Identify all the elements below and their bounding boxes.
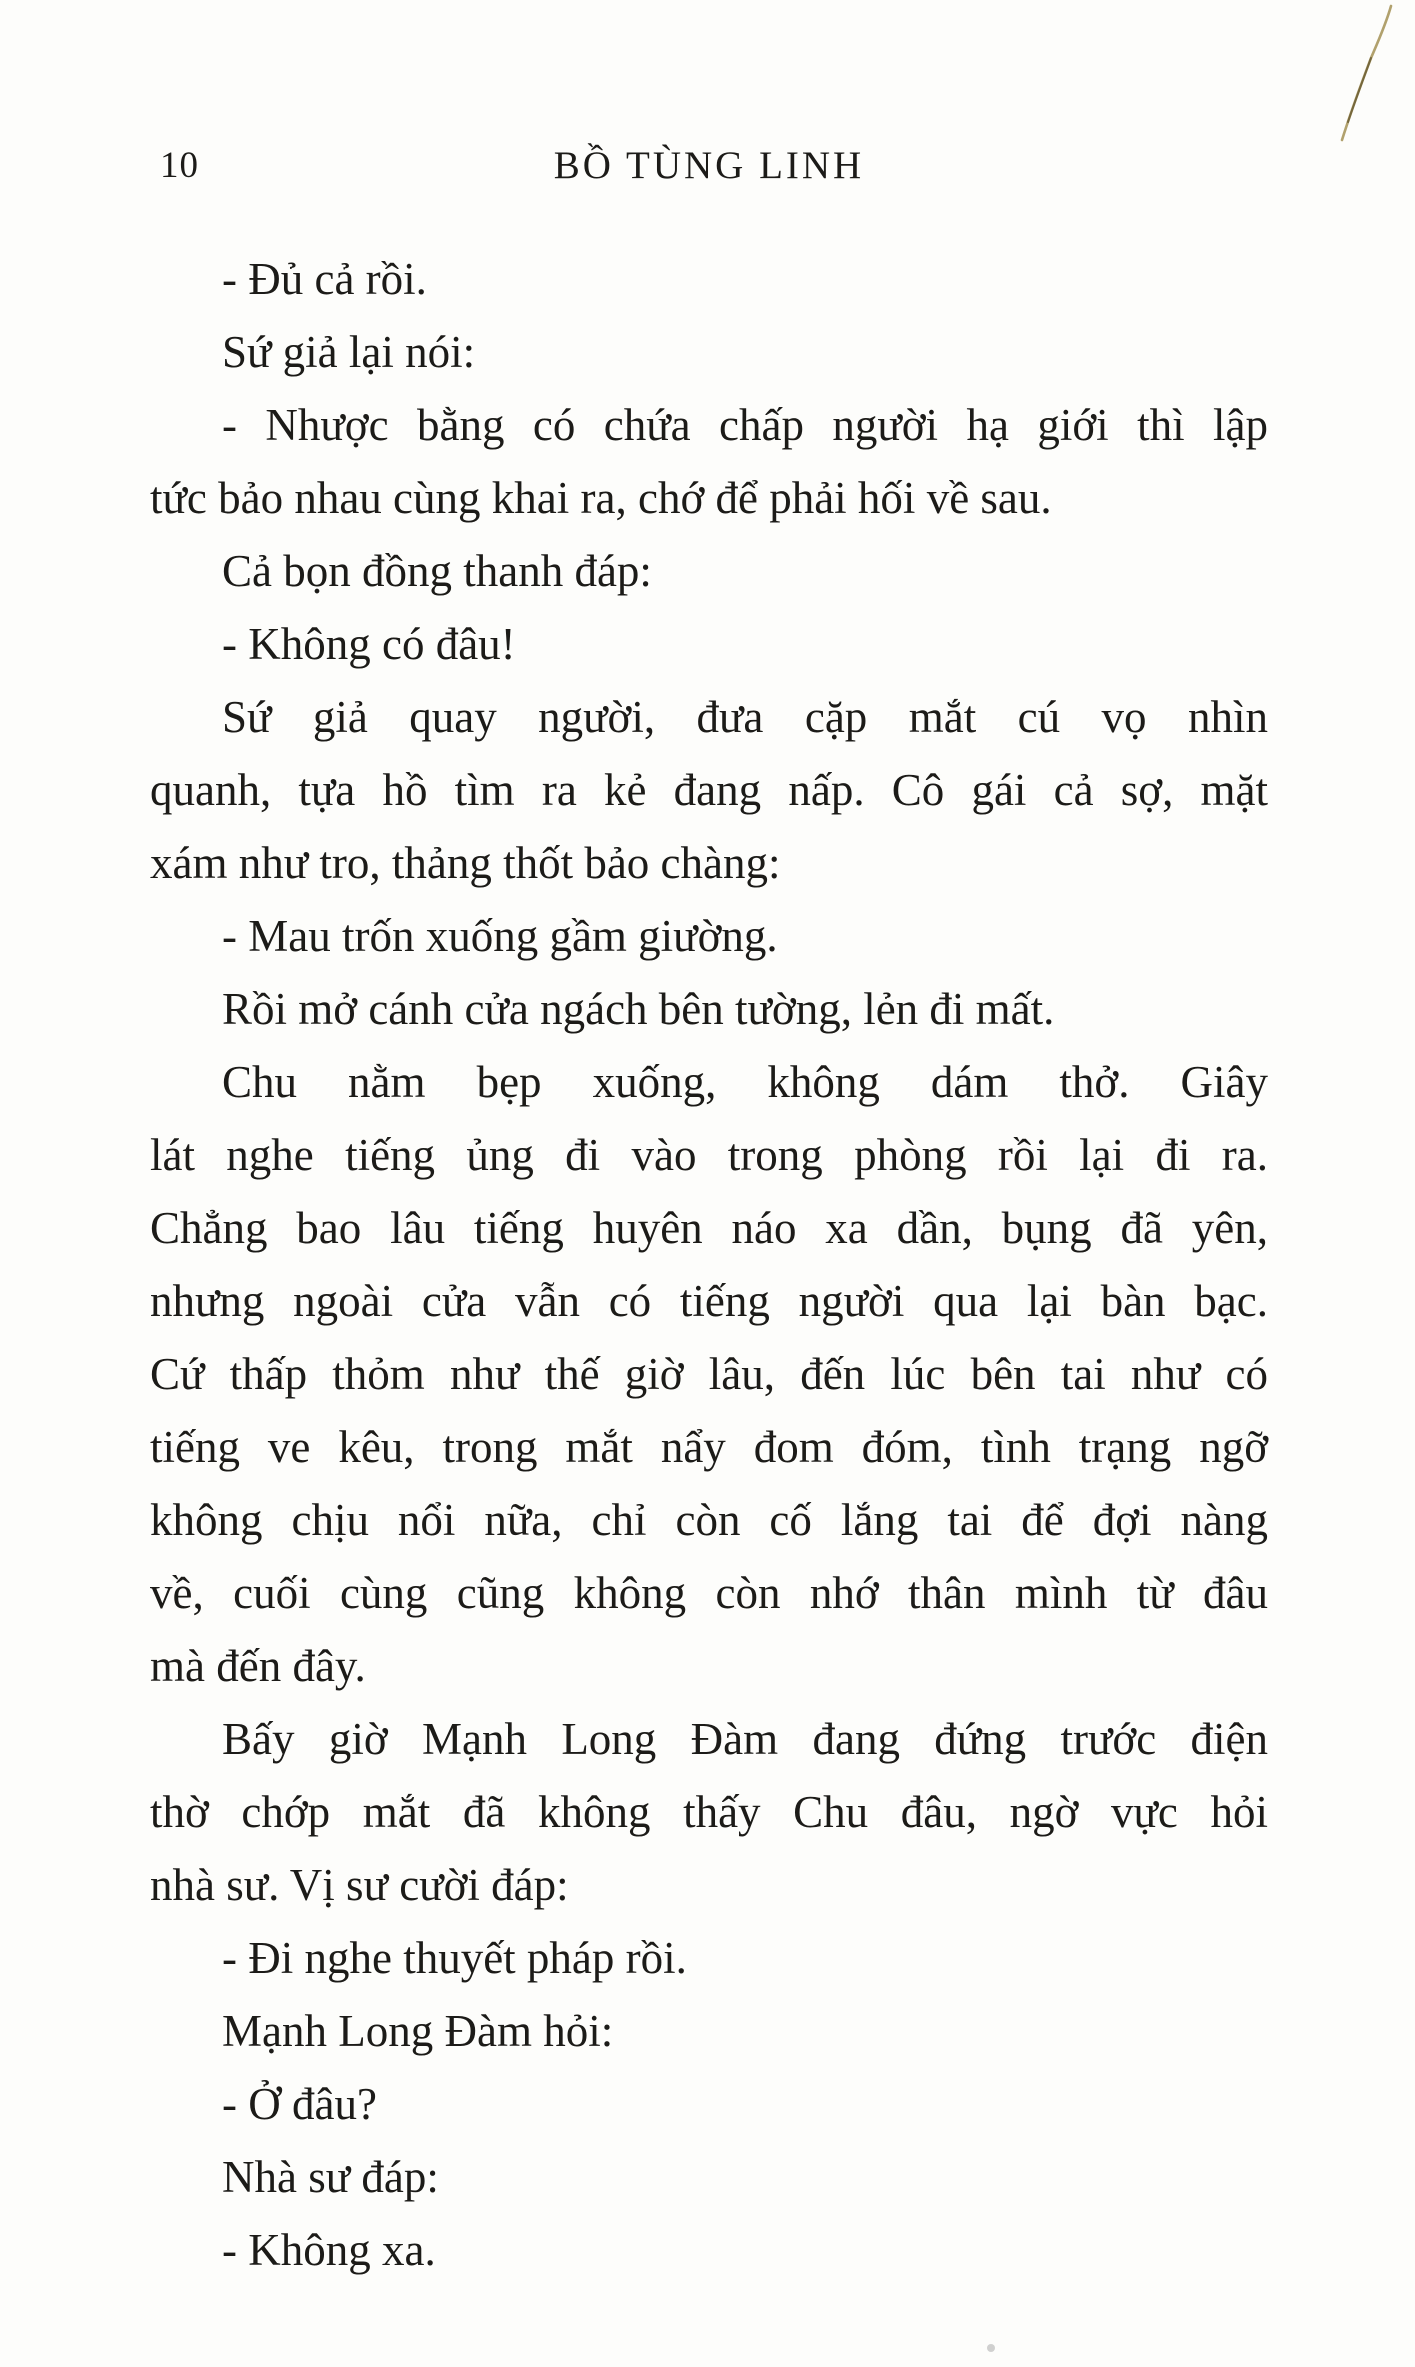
text-line: Rồi mở cánh cửa ngách bên tường, lẻn đi mất. — [222, 984, 1055, 1034]
hair-scan-artifact-dark-segment — [1348, 58, 1371, 122]
speck-scan-artifact — [987, 2344, 995, 2352]
text-line: Nhà sư đáp: — [222, 2152, 439, 2202]
running-head — [150, 143, 1268, 189]
text-line: Cứ thấp thỏm như thế giờ lâu, đến lúc bên tai như có — [150, 1349, 1268, 1399]
text-line: Chu nằm bẹp xuống, không dám thở. Giây — [222, 1057, 1268, 1107]
text-line: - Ở đâu? — [222, 2079, 377, 2129]
text-line: mà đến đây. — [150, 1641, 366, 1691]
text-line: Cả bọn đồng thanh đáp: — [222, 546, 652, 596]
page-body — [150, 243, 1268, 2287]
hair-scan-artifact — [1342, 6, 1391, 140]
text-line: - Đủ cả rồi. — [222, 254, 427, 304]
text-line: nhà sư. Vị sư cười đáp: — [150, 1860, 569, 1910]
text-line: - Đi nghe thuyết pháp rồi. — [222, 1933, 687, 1983]
text-line: Sứ giả lại nói: — [222, 327, 476, 377]
page-number: 10 — [160, 145, 199, 186]
text-line: Bấy giờ Mạnh Long Đàm đang đứng trước điện — [222, 1714, 1268, 1764]
text-line: thờ chớp mắt đã không thấy Chu đâu, ngờ vực hỏi — [150, 1787, 1268, 1837]
text-line: không chịu nổi nữa, chỉ còn cố lắng tai để đợi nàng — [150, 1495, 1268, 1545]
text-line: tiếng ve kêu, trong mắt nẩy đom đóm, tình trạng ngỡ — [150, 1422, 1268, 1472]
text-line: xám như tro, thảng thốt bảo chàng: — [150, 838, 781, 888]
text-line: - Không có đâu! — [222, 619, 516, 669]
running-header-title: BỒ TÙNG LINH — [553, 144, 865, 187]
type-area — [150, 0, 1268, 2287]
text-line: Sứ giả quay người, đưa cặp mắt cú vọ nhìn — [222, 692, 1268, 742]
text-line: lát nghe tiếng ủng đi vào trong phòng rồi lại đi ra. — [150, 1130, 1268, 1180]
text-line: tức bảo nhau cùng khai ra, chớ để phải hối về sau. — [150, 473, 1052, 523]
text-line: nhưng ngoài cửa vẫn có tiếng người qua lại bàn bạc. — [150, 1276, 1268, 1326]
text-line: quanh, tựa hồ tìm ra kẻ đang nấp. Cô gái cả sợ, mặt — [150, 765, 1268, 815]
text-line: - Nhược bằng có chứa chấp người hạ giới thì lập — [222, 400, 1268, 450]
text-line: về, cuối cùng cũng không còn nhớ thân mình từ đâu — [150, 1568, 1268, 1618]
text-line: - Mau trốn xuống gầm giường. — [222, 911, 778, 961]
text-line: - Không xa. — [222, 2225, 436, 2275]
text-line: Chẳng bao lâu tiếng huyên náo xa dần, bụng đã yên, — [150, 1203, 1268, 1253]
text-line: Mạnh Long Đàm hỏi: — [222, 2006, 614, 2056]
